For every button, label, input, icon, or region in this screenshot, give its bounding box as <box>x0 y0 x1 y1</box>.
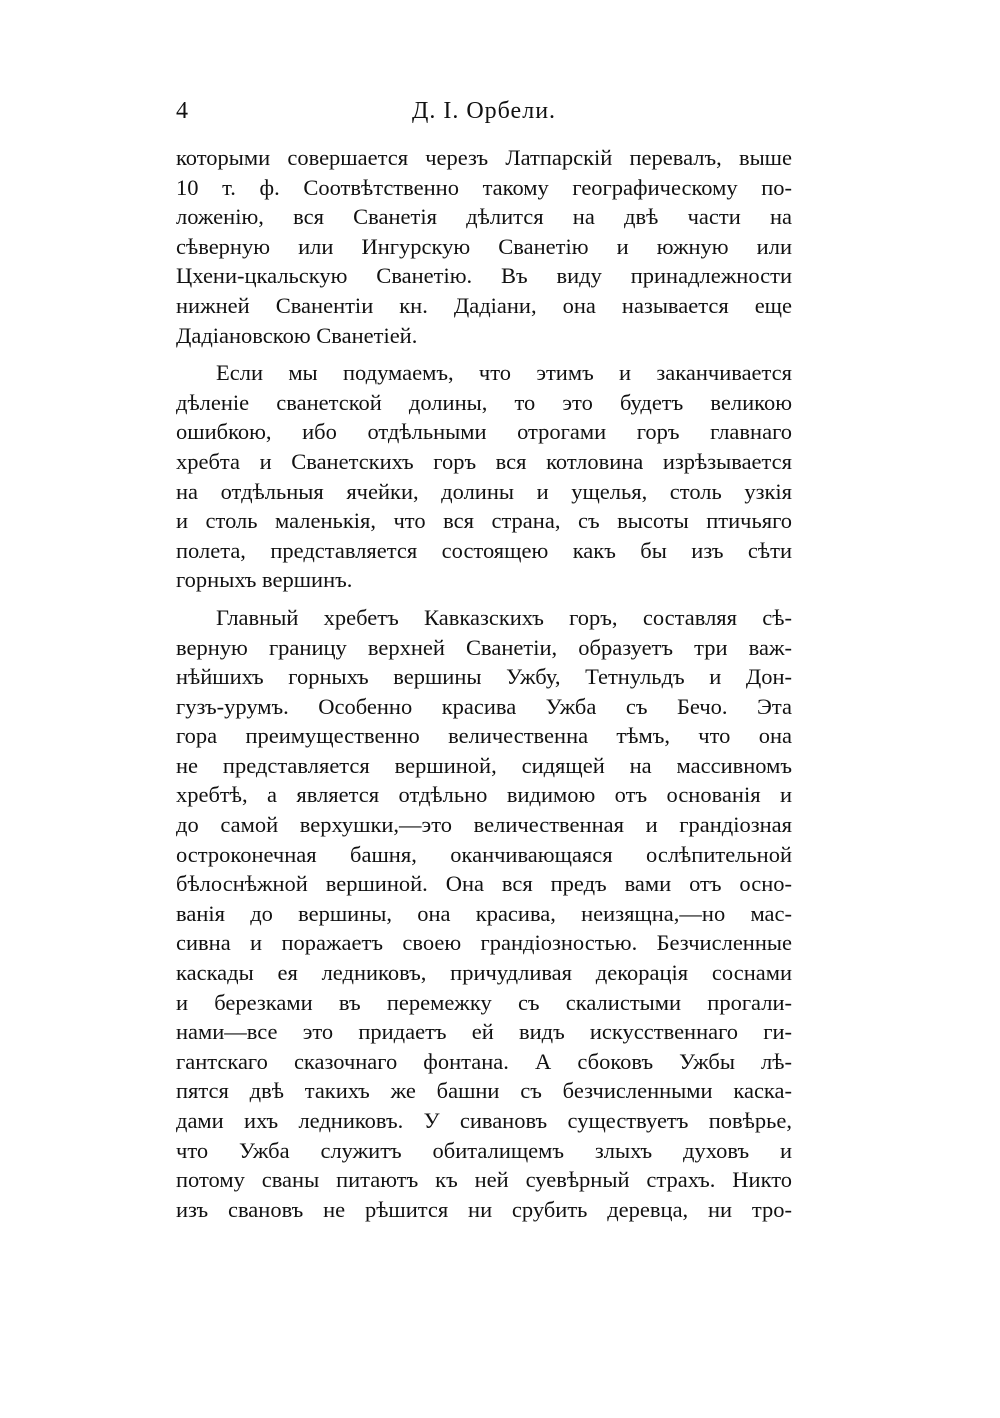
text-line: нами—все это придаетъ ей видъ искусственнаго ги- <box>176 1019 792 1045</box>
text-line: дѣленіе сванетской долины, то это будетъ великою <box>176 389 792 415</box>
text-line: ложенію, вся Сванетія дѣлится на двѣ части на <box>176 204 792 230</box>
body-text <box>176 143 792 1224</box>
text-line: 10 т. ф. Соотвѣтственно такому географическому по- <box>176 174 792 200</box>
text-line: Цхени-цкальскую Сванетію. Въ виду принадлежности <box>176 263 792 289</box>
text-line: полета, представляется состоящею какъ бы изъ сѣти <box>176 537 792 563</box>
text-line: ванія до вершины, она красива, неизящна,—но мас- <box>176 900 792 926</box>
text-line: и березками въ перемежку съ скалистыми прогали- <box>176 989 792 1015</box>
text-line: Главный хребетъ Кавказскихъ горъ, составляя сѣ- <box>216 604 792 630</box>
text-line: которыми совершается черезъ Латпарскій перевалъ, выше <box>176 145 792 170</box>
text-line: хребта и Сванетскихъ горъ вся котловина изрѣзывается <box>176 448 792 474</box>
text-line: нѣйшихъ горныхъ вершины Ужбу, Тетнульдъ и Дон- <box>176 664 792 690</box>
text-line: пятся двѣ такихъ же башни съ безчисленными каска- <box>176 1078 792 1104</box>
text-line: на отдѣльныя ячейки, долины и ущелья, столь узкія <box>176 478 792 504</box>
text-line: сѣверную или Ингурскую Сванетію и южную или <box>176 233 792 259</box>
page-header <box>176 96 792 126</box>
text-line: потому сваны питаютъ къ ней суевѣрный страхъ. Никто <box>176 1167 792 1193</box>
text-line: что Ужба служитъ обиталищемъ злыхъ духовъ и <box>176 1137 792 1163</box>
text-line: каскады ея ледниковъ, причудливая декорація соснами <box>176 960 792 986</box>
text-line: бѣлоснѣжной вершиной. Она вся предъ вами отъ осно- <box>176 871 792 897</box>
text-line: хребтѣ, а является отдѣльно видимою отъ основанія и <box>176 782 792 808</box>
text-line: гузъ-урумъ. Особенно красива Ужба съ Бечо. Эта <box>176 693 792 719</box>
paragraph-1 <box>176 143 792 350</box>
text-line: остроконечная башня, оканчивающаяся ослѣпительной <box>176 841 792 867</box>
text-line: нижней Сванентіи кн. Дадіани, она называется еще <box>176 292 792 318</box>
text-line: дами ихъ ледниковъ. У сивановъ существуетъ повѣрье, <box>176 1108 792 1133</box>
running-head: Д. I. Орбели. <box>411 98 557 124</box>
text-line: верную границу верхней Сванетіи, образуетъ три важ- <box>176 634 792 660</box>
text-line: до самой верхушки,—это величественная и грандіозная <box>176 812 792 838</box>
page-number: 4 <box>176 98 188 124</box>
text-line: горныхъ вершинъ. <box>176 567 353 593</box>
text-line: гора преимущественно величественна тѣмъ, что она <box>176 723 792 749</box>
text-line: сивна и поражаетъ своею грандіозностью. Безчисленные <box>176 930 792 956</box>
paragraph-2 <box>176 358 792 595</box>
text-line: Если мы подумаемъ, что этимъ и заканчивается <box>216 360 792 386</box>
text-line: и столь маленькія, что вся страна, съ высоты птичьяго <box>176 508 792 534</box>
text-line: изъ свановъ не рѣшится ни срубить деревца, ни тро- <box>176 1196 792 1222</box>
paragraph-3 <box>176 603 792 1224</box>
text-line: ошибкою, ибо отдѣльными отрогами горъ главнаго <box>176 419 792 445</box>
text-line: гантскаго сказочнаго фонтана. А сбоковъ Ужбы лѣ- <box>176 1048 792 1074</box>
text-line: не представляется вершиной, сидящей на массивномъ <box>176 752 792 778</box>
text-line: Дадіановскою Сванетіей. <box>176 322 418 348</box>
